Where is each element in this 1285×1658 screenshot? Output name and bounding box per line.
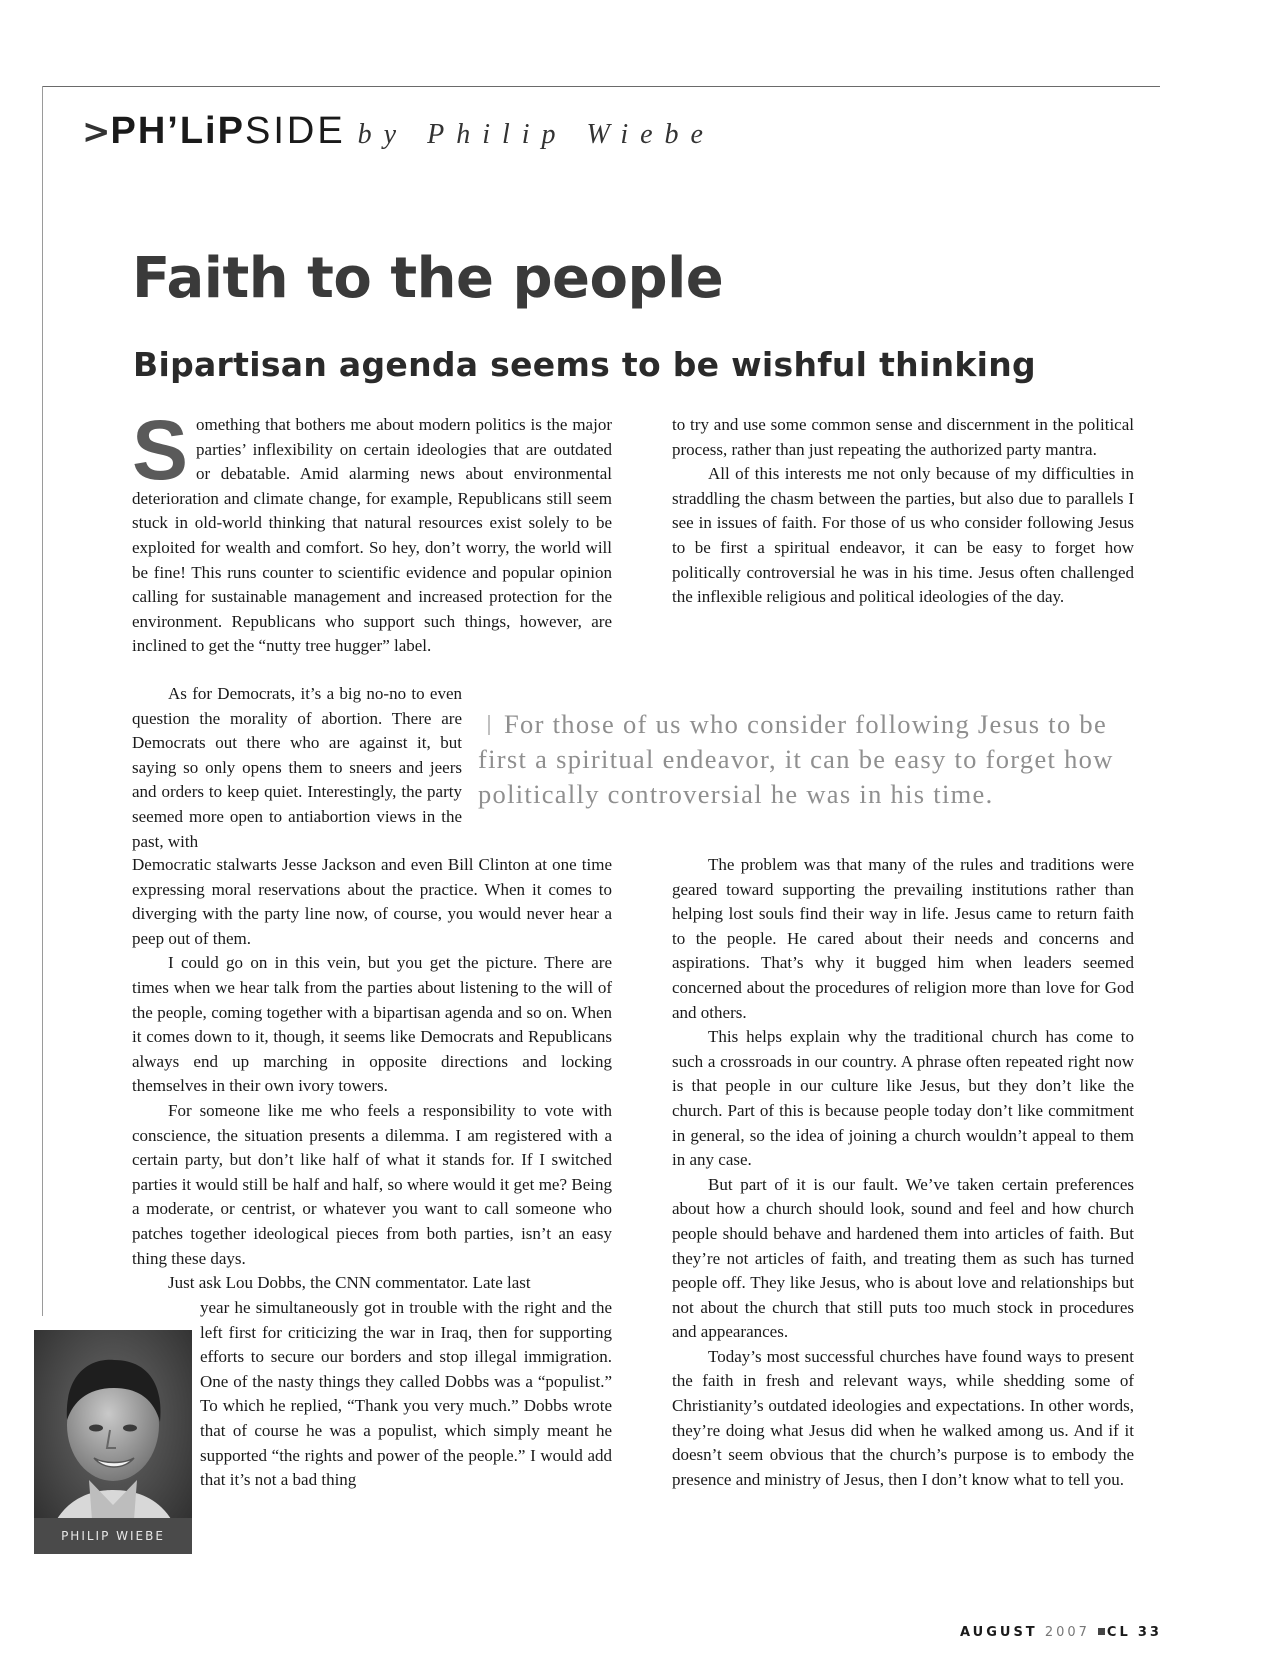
paragraph: Democratic stalwarts Jesse Jackson and even Bill Clinton at one time expressing moral reservations about the practice. When it comes to diverging with the party line now, of course, you would never hear a peep out of them. bbox=[132, 855, 612, 948]
body-text-block bbox=[132, 853, 612, 1296]
body-text-block bbox=[132, 403, 612, 659]
paragraph: Today’s most successful churches have found ways to present the faith in fresh and relevant ways, while shedding some of Christianity’s outdated ideologies and expectations. In other words, they’re doing what Jesus did when he walked among us. And if it doesn’t seem obvious that the church’s purpose is to embody the presence and ministry of Jesus, then I don’t know what to tell you. bbox=[672, 1346, 1134, 1489]
column-name-bold: PH’LiP bbox=[110, 110, 245, 152]
column-name-light: SIDE bbox=[244, 110, 346, 152]
square-bullet-icon bbox=[1098, 1628, 1105, 1635]
footer-month: AUGUST bbox=[960, 1625, 1038, 1640]
paragraph: All of this interests me not only because of my difficulties in straddling the chasm between the parties, but also due to parallels I see in issues of faith. For those of us who consider following Jesus to be first a spiritual endeavor, it can be easy to forget how politically controversial he was in his time. Jesus often challenged the inflexible religious and political ideologies of the day. bbox=[672, 464, 1134, 607]
body-text-block bbox=[672, 853, 1134, 1492]
paragraph-text: omething that bothers me about modern politics is the major parties’ inflexibility on certain ideologies that are outdated or debatable. Amid alarming news about environmental deterioration and climate change, for example, Republicans still seem stuck in old-world thinking that natural resources exist solely to be exploited for wealth and comfort. So hey, don’t worry, the world will be fine! This runs counter to scientific evidence and popular opinion calling for sustainable management and increased protection for the environment. Republicans who support such things, however, are inclined to get the “nutty tree hugger” label. bbox=[132, 415, 612, 656]
body-text-block bbox=[132, 682, 462, 854]
paragraph: This helps explain why the traditional church has come to such a crossroads in our country. A phrase often repeated right now is that people in our culture like Jesus, but they don’t like the church. Part of this is because people today don’t like commitment in general, so the idea of joining a church wouldn’t appeal to them in any case. bbox=[672, 1027, 1134, 1170]
body-text-block bbox=[672, 413, 1134, 610]
paragraph: to try and use some common sense and discernment in the political process, rather than just repeating the authorized party mantra. bbox=[672, 415, 1134, 459]
page-footer bbox=[960, 1625, 1162, 1640]
paragraph bbox=[132, 403, 612, 659]
footer-magazine: CL bbox=[1106, 1625, 1131, 1640]
paragraph: The problem was that many of the rules and traditions were geared toward supporting the prevailing institutions rather than helping lost souls find their way in life. Jesus came to return faith to the people. He cared about their needs and concerns and aspirations. That’s why it bugged him when leaders seemed concerned about the procedures of religion more than love for God and others. bbox=[672, 855, 1134, 1022]
top-rule bbox=[42, 86, 1160, 87]
pull-quote-text: For those of us who consider following Jesus to be first a spiritual endeavor, it can be easy to forget how politically controversial he was in his time. bbox=[478, 709, 1114, 809]
author-photo bbox=[34, 1330, 192, 1554]
body-text-block bbox=[200, 1296, 612, 1493]
left-rule bbox=[42, 86, 43, 1316]
subhead: Bipartisan agenda seems to be wishful thinking bbox=[133, 345, 1036, 384]
byline: by Philip Wiebe bbox=[357, 119, 715, 150]
page-number: 33 bbox=[1137, 1625, 1162, 1640]
photo-caption: PHILIP WIEBE bbox=[61, 1529, 165, 1543]
photo-caption-bar bbox=[34, 1518, 192, 1554]
column-header bbox=[82, 110, 715, 153]
pull-quote bbox=[478, 707, 1138, 812]
paragraph: Just ask Lou Dobbs, the CNN commentator. Late last bbox=[168, 1273, 531, 1293]
paragraph: But part of it is our fault. We’ve taken certain preferences about how a church should look, sound and feel and how church people should behave and hardened them into articles of faith. But they’re not articles of faith, and treating them as such has turned people off. They like Jesus, who is about love and relationships but not about the church that still puts too much stock in procedures and appearances. bbox=[672, 1174, 1134, 1342]
headline: Faith to the people bbox=[132, 246, 724, 311]
paragraph: As for Democrats, it’s a big no-no to even question the morality of abortion. There are Democrats out there who are against it, but saying so only opens them to sneers and jeers and orders to keep quiet. Interestingly, the party seemed more open to antiabortion views in the past, with bbox=[132, 684, 462, 851]
paragraph: I could go on in this vein, but you get the picture. There are times when we hear talk from the parties about listening to the will of the people, coming together with a bipartisan agenda and so on. When it comes down to it, though, it seems like Democrats and Republicans always end up marching in opposite directions and locking themselves in their own ivory towers. bbox=[132, 953, 612, 1096]
quote-mark-icon bbox=[478, 715, 490, 735]
footer-year: 2007 bbox=[1044, 1625, 1090, 1640]
paragraph: year he simultaneously got in trouble with the right and the left first for criticizing the war in Iraq, then for supporting efforts to secure our borders and stop illegal immigration. One of the nasty things they called Dobbs was a “populist.” To which he replied, “Thank you very much.” Dobbs wrote that of course he was a populist, which simply meant he supported “the rights and power of the people.” I would add that it’s not a bad thing bbox=[200, 1298, 612, 1490]
arrow-icon: > bbox=[82, 112, 111, 152]
drop-cap: S bbox=[132, 403, 189, 497]
paragraph: For someone like me who feels a responsibility to vote with conscience, the situation presents a dilemma. I am registered with a certain party, but don’t like half of what it stands for. If I switched parties it would still be half and half, so where would it get me? Being a moderate, or centrist, or whatever you want to call someone who patches together ideological pieces from both parties, isn’t an easy thing these days. bbox=[132, 1100, 612, 1268]
